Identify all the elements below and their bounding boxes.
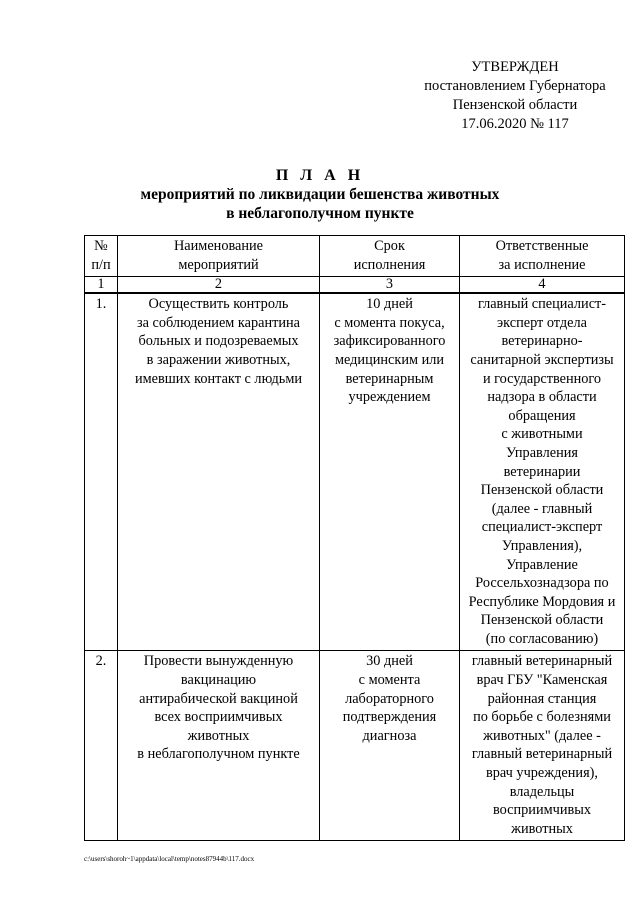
file-path-footer: c:\users\shoroh~1\appdata\local\temp\notes87944b\117.docx bbox=[84, 855, 255, 863]
plan-table bbox=[84, 235, 625, 841]
title-location: в неблагополучном пункте bbox=[226, 205, 414, 222]
title-plan: П Л А Н bbox=[275, 167, 365, 184]
row-action: Осуществить контроль за соблюдением карантина больных и подозреваемых в заражении животных, имевших контакт с людьми bbox=[118, 293, 320, 651]
header-number: № п/п bbox=[85, 236, 118, 277]
header-term: Срок исполнения bbox=[320, 236, 460, 277]
row-number: 1. bbox=[85, 293, 118, 651]
table-header-row bbox=[85, 236, 625, 277]
header-action: Наименование мероприятий bbox=[118, 236, 320, 277]
row-responsible: главный специалист- эксперт отдела ветеринарно- санитарной экспертизы и государственного надзора в области обращения с животными Управления ветеринарии Пензенской области (далее - главный специалист-эксперт Управления), Управление Россельхознадзора по Республике Мордовия и Пензенской области (по согласованию) bbox=[460, 293, 625, 651]
row-number: 2. bbox=[85, 651, 118, 841]
document-title bbox=[0, 166, 640, 223]
table-row bbox=[85, 293, 625, 651]
column-number-row bbox=[85, 277, 625, 294]
approval-by: постановлением Губернатора bbox=[424, 78, 606, 94]
approval-title: УТВЕРЖДЕН bbox=[471, 59, 559, 75]
row-responsible: главный ветеринарный врач ГБУ "Каменская районная станция по борьбе с болезнями животных" (далее - главный ветеринарный врач учреждения), владельцы восприимчивых животных bbox=[460, 651, 625, 841]
row-action: Провести вынужденную вакцинацию антирабической вакциной всех восприимчивых животных в неблагополучном пункте bbox=[118, 651, 320, 841]
column-number-3: 3 bbox=[320, 277, 460, 294]
approval-date-number: 17.06.2020 № 117 bbox=[461, 116, 569, 132]
title-subject: мероприятий по ликвидации бешенства животных bbox=[140, 186, 500, 203]
row-term: 30 дней с момента лабораторного подтверждения диагноза bbox=[320, 651, 460, 841]
table-row bbox=[85, 651, 625, 841]
column-number-2: 2 bbox=[118, 277, 320, 294]
column-number-4: 4 bbox=[460, 277, 625, 294]
column-number-1: 1 bbox=[85, 277, 118, 294]
row-term: 10 дней с момента покуса, зафиксированного медицинским или ветеринарным учреждением bbox=[320, 293, 460, 651]
approval-stamp bbox=[400, 58, 630, 134]
header-responsible: Ответственные за исполнение bbox=[460, 236, 625, 277]
approval-region: Пензенской области bbox=[452, 97, 578, 113]
